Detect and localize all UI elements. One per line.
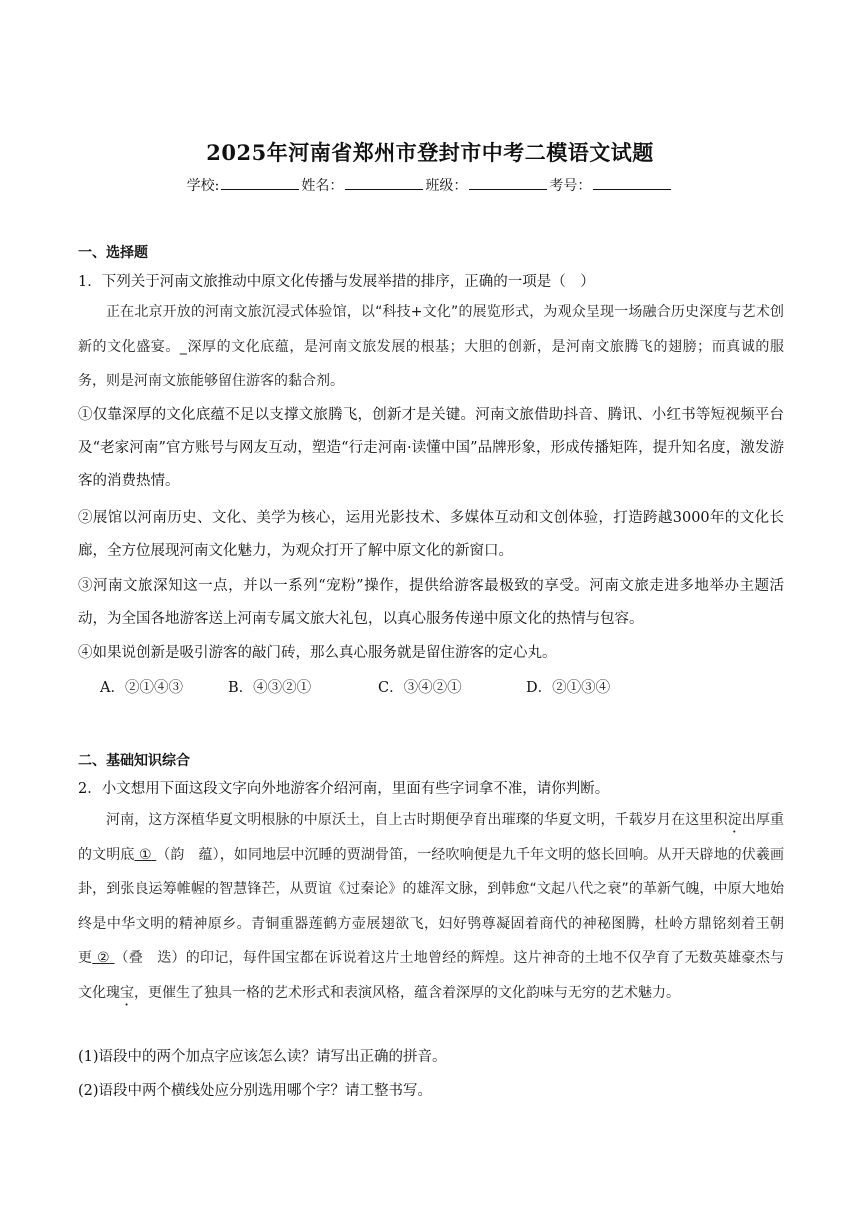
passage-part-3: （韵 蕴），如同地层中沉睡的贾湖骨笛，一经吹响便是九千年文明的悠长回响。从开天辟地的伏羲画卦，到张良运筹帷幄的智慧锋芒，从贾谊《过秦论》的雄浑文脉，到韩愈“文起八代之衰”的革新气魄，中原大地始终是中华文明的精神原乡。青铜重器莲鹤方壶展翅欲飞，妇好鸮尊凝固着商代的神秘图腾，杜岭方鼎铭刻着王朝更 — [78, 846, 785, 966]
student-info-line — [0, 175, 860, 195]
name-blank[interactable] — [345, 177, 423, 190]
blank-1-label: ① — [139, 846, 152, 863]
blank-2 — [92, 950, 114, 966]
sub-question-2: (2)语段中两个横线处应分别选用哪个字？请工整书写。 — [78, 1083, 433, 1099]
exam-no-blank[interactable] — [593, 177, 671, 190]
passage-part-5: ，更催生了独具一格的艺术形式和表演风格，蕴含着深厚的文化韵味与无穷的艺术魅力。 — [134, 984, 680, 1001]
passage-part-2: 出厚重的文明底 — [78, 812, 785, 863]
question-1-item-1: ①仅靠深厚的文化底蕴不足以支撑文旅腾飞，创新才是关键。河南文旅借助抖音、腾讯、小红书等短视频平台及“老家河南”官方账号与网友互动，塑造“行走河南·读懂中国”品牌形象，形成传播矩阵，提升知名度，激发游客的消费热情。 — [78, 407, 784, 489]
choice-a[interactable]: A．②①④③ — [100, 680, 183, 696]
section-heading-knowledge: 二、基础知识综合 — [78, 753, 190, 769]
question-1-item-2: ②展馆以河南历史、文化、美学为核心，运用光影技术、多媒体互动和文创体验，打造跨越3000年的文化长廊，全方位展现河南文化魅力，为观众打开了解中原文化的新窗口。 — [78, 510, 784, 559]
passage-part-4: （叠 迭）的印记，每件国宝都在诉说着这片土地曾经的辉煌。这片神奇的土地不仅孕育了无数英雄豪杰与文化瑰 — [78, 950, 785, 1001]
question-1-passage: 正在北京开放的河南文旅沉浸式体验馆，以“科技+文化”的展览形式，为观众呈现一场融合历史深度与艺术创新的文化盛宴。_深厚的文化底蕴，是河南文旅发展的根基；大胆的创新，是河南文旅腾飞的翅膀；而真诚的服务，则是河南文旅能够留住游客的黏合剂。 — [78, 304, 784, 389]
class-label: 班级： — [425, 178, 468, 194]
blank-1 — [134, 847, 156, 863]
choice-d[interactable]: D．②①③④ — [526, 680, 611, 696]
question-2-passage — [78, 803, 784, 1010]
question-2: 2．小文想用下面这段文字向外地游客介绍河南，里面有些字词拿不准，请你判断。 — [78, 781, 610, 797]
school-label: 学校: — [186, 178, 220, 194]
choice-b[interactable]: B．④③②① — [228, 680, 312, 696]
question-1-item-3: ③河南文旅深知这一点，并以一系列“宠粉”操作，提供给游客最极致的享受。河南文旅走进多地举办主题活动，为全国各地游客送上河南专属文旅大礼包，以真心服务传递中原文化的热情与包容。 — [78, 578, 784, 627]
passage-part-1: 河南，这方深植华夏文明根脉的中原沃土，自上古时期便孕育出璀璨的华夏文明，千载岁月在这里积 — [106, 812, 728, 828]
blank-2-label: ② — [96, 950, 110, 966]
question-1-choices — [100, 676, 800, 700]
sub-question-1: (1)语段中的两个加点字应该怎么读？请写出正确的拼音。 — [78, 1049, 447, 1065]
school-blank[interactable] — [221, 177, 299, 190]
question-1: 1．下列关于河南文旅推动中原文化传播与发展举措的排序，正确的一项是（ ） — [78, 274, 595, 290]
choice-c[interactable]: C．③④②① — [378, 680, 462, 696]
exam-no-label: 考号： — [549, 178, 592, 194]
section-heading-choice: 一、选择题 — [78, 245, 148, 261]
name-label: 姓名： — [301, 178, 344, 194]
question-1-item-4: ④如果说创新是吸引游客的敲门砖，那么真心服务就是留住游客的定心丸。 — [78, 645, 557, 661]
dotted-char-2: 宝 — [120, 984, 134, 1001]
dotted-char-1: 淀 — [727, 812, 742, 828]
class-blank[interactable] — [469, 177, 547, 190]
page-title: 2025年河南省郑州市登封市中考二模语文试题 — [206, 140, 654, 165]
